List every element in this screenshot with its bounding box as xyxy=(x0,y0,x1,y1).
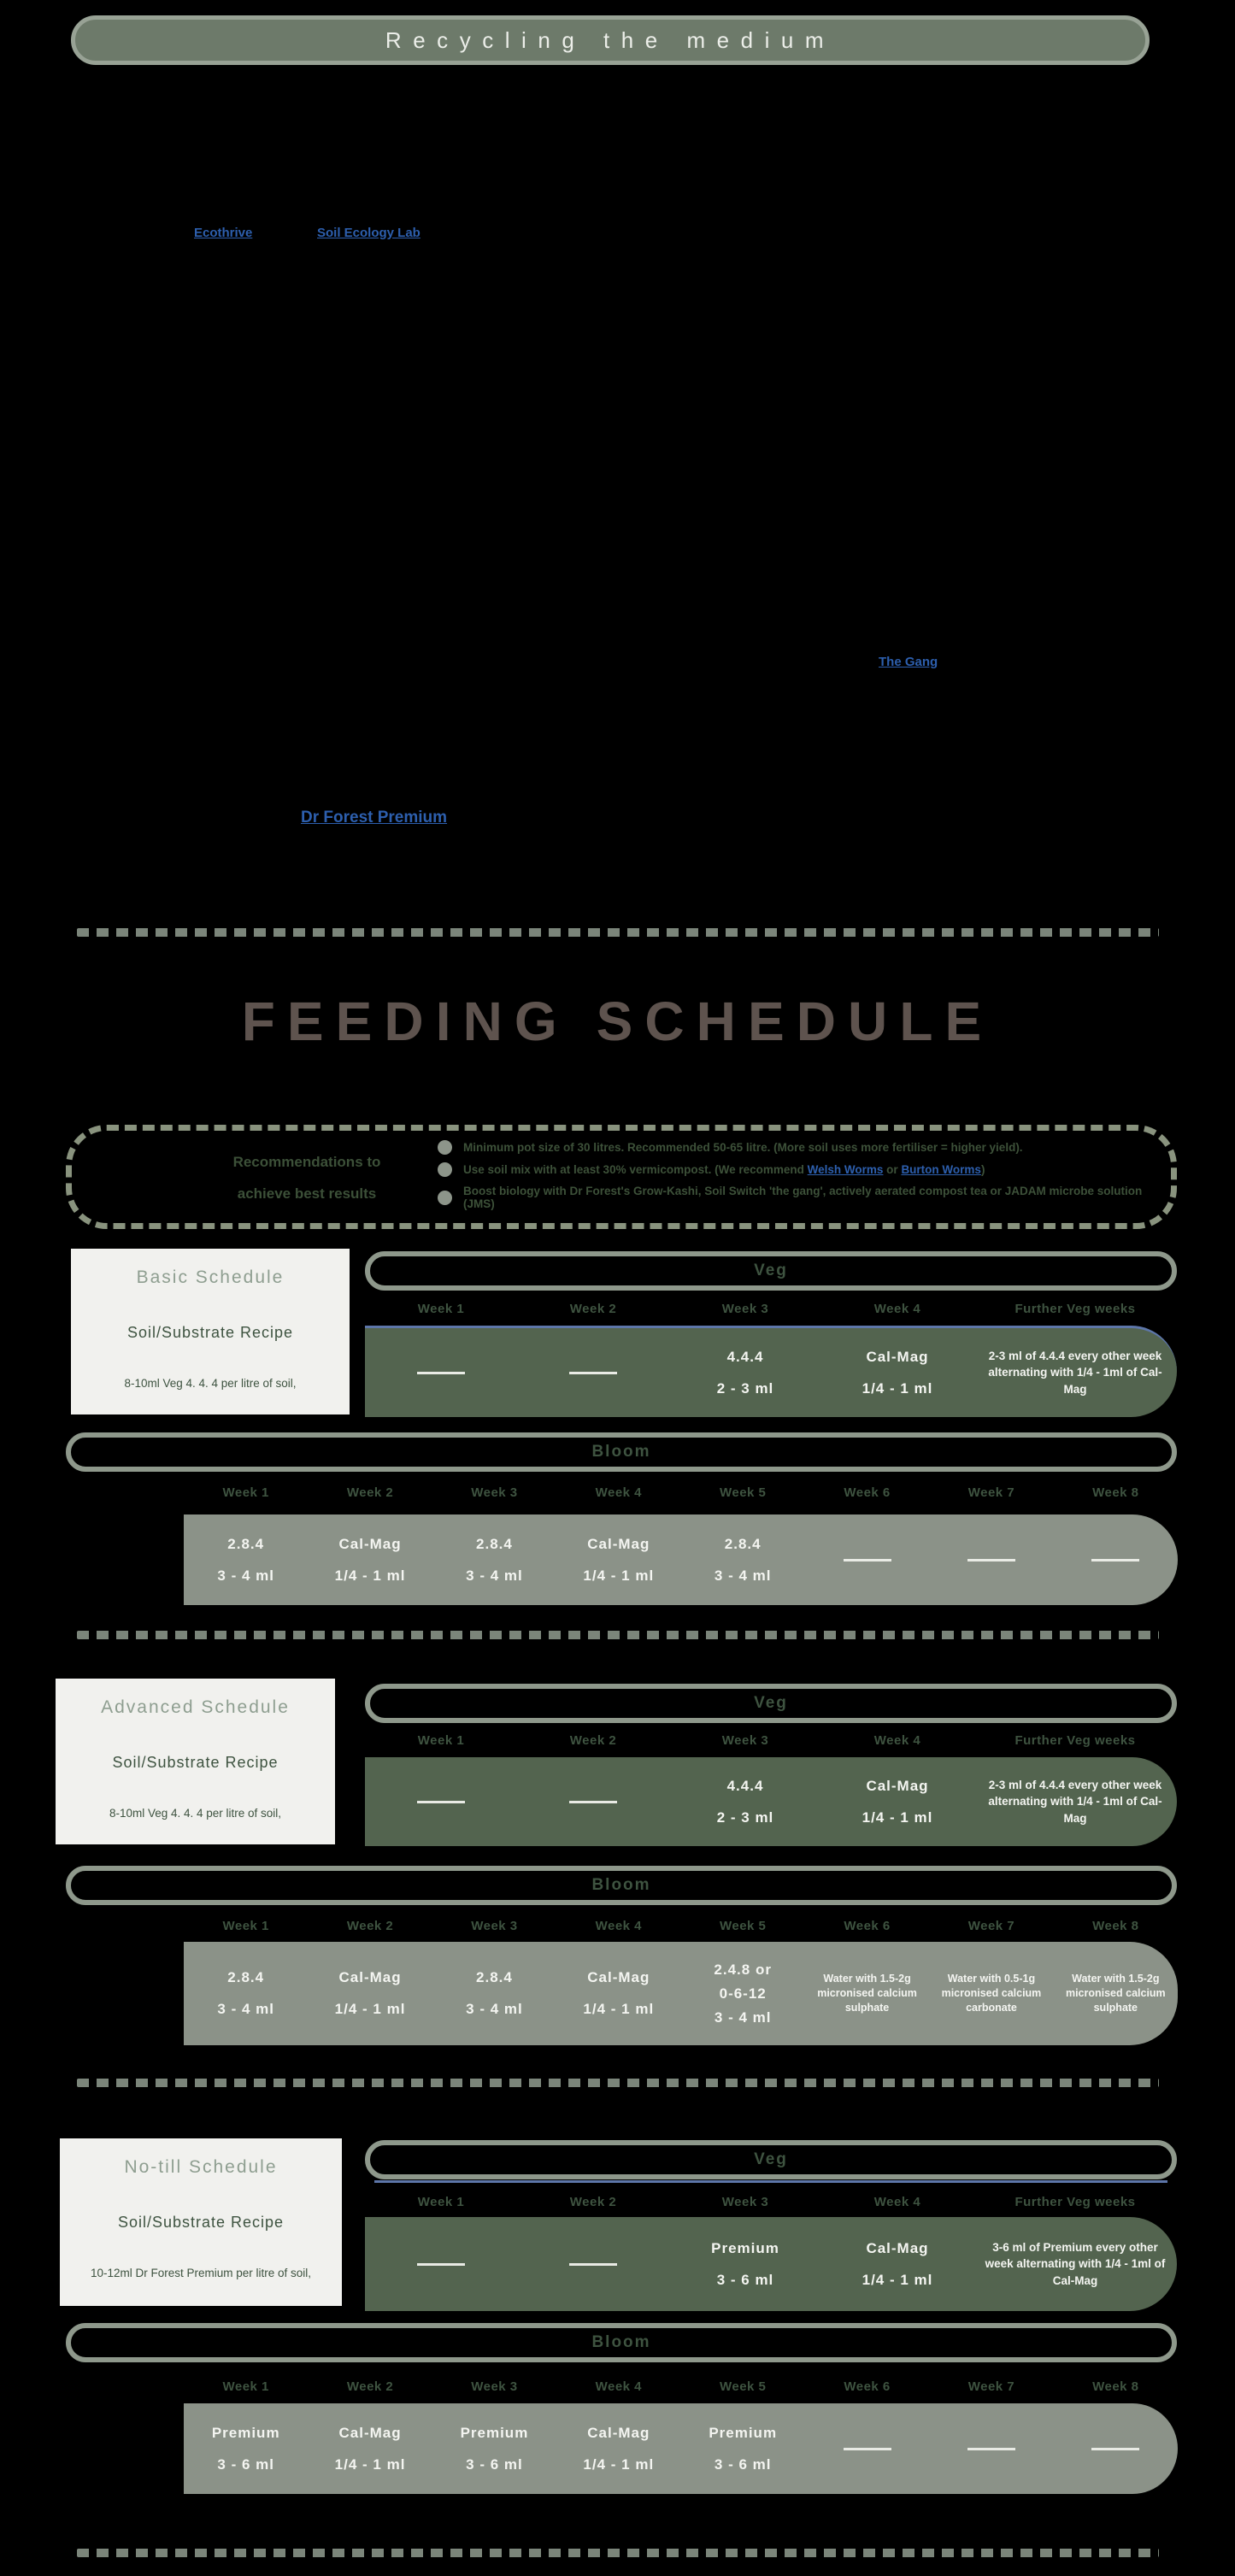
feed-product: Cal-Mag xyxy=(587,1535,650,1552)
no-till-veg-header-pill xyxy=(365,2140,1177,2179)
bullet-icon xyxy=(438,1140,452,1155)
column-header: Week 4 xyxy=(595,2379,643,2394)
no-feed-dash xyxy=(1091,1559,1139,1561)
link-burton-worms[interactable]: Burton Worms xyxy=(901,1163,981,1176)
table-cell xyxy=(432,1536,556,1585)
feed-product: Cal-Mag xyxy=(338,1969,402,1985)
no-feed-dash xyxy=(1091,2448,1139,2450)
column-header: Week 4 xyxy=(595,1919,643,1933)
column-header: Week 4 xyxy=(873,2195,921,2209)
column-header: Week 8 xyxy=(1092,1485,1139,1500)
column-header: Further Veg weeks xyxy=(1014,1302,1136,1316)
no-feed-dash xyxy=(967,2448,1015,2450)
table-cell xyxy=(556,1969,680,2018)
feed-dose: 1/4 - 1 ml xyxy=(583,2001,655,2017)
table-title: Bloom xyxy=(591,1876,651,1894)
no-till-veg-week-headers xyxy=(365,2195,1177,2209)
table-cell xyxy=(681,2425,805,2473)
feed-note: Water with 1.5-2g micronised calcium sulphate xyxy=(817,1973,917,2014)
advanced-bloom-row xyxy=(184,1942,1178,2045)
feed-dose: 3 - 6 ml xyxy=(716,2271,774,2288)
feed-note: 2-3 ml of 4.4.4 every other week alternating with 1/4 - 1ml of Cal-Mag xyxy=(988,1349,1162,1396)
column-header: Week 5 xyxy=(719,2379,767,2394)
feed-product: 2.8.4 xyxy=(227,1535,265,1552)
basic-veg-week-headers xyxy=(365,1302,1177,1316)
advanced-bloom-week-headers xyxy=(184,1919,1178,1933)
column-header: Week 1 xyxy=(417,2195,465,2209)
column-header: Further Veg weeks xyxy=(1014,2195,1136,2209)
feed-product: 2.8.4 xyxy=(476,1969,513,1985)
feed-product: Cal-Mag xyxy=(338,1535,402,1552)
table-cell xyxy=(184,1536,308,1585)
column-header: Week 3 xyxy=(721,2195,769,2209)
feed-note: Water with 0.5-1g micronised calcium carbonate xyxy=(941,1973,1042,2014)
table-cell xyxy=(1054,1972,1178,2015)
table-cell xyxy=(432,2425,556,2473)
table-cell xyxy=(929,2448,1053,2450)
feed-dose: 3 - 4 ml xyxy=(217,1567,274,1584)
no-feed-dash xyxy=(569,1372,617,1374)
schedule-card-subtitle: Soil/Substrate Recipe xyxy=(126,1324,294,1341)
advanced-veg-week-headers xyxy=(365,1733,1177,1748)
feeding-schedule-heading: FEEDING SCHEDULE xyxy=(241,991,994,1052)
feed-product: 2.4.8 or xyxy=(714,1961,772,1978)
list-item xyxy=(438,1185,1171,1210)
link-dr-forest-premium[interactable]: Dr Forest Premium xyxy=(301,809,448,826)
schedule-card-title: No-till Schedule xyxy=(124,2157,278,2177)
table-cell xyxy=(821,1778,973,1826)
table-cell xyxy=(308,1536,432,1585)
column-header: Week 7 xyxy=(967,1485,1015,1500)
column-header: Week 3 xyxy=(721,1302,769,1316)
table-cell xyxy=(669,2240,821,2289)
column-header: Week 1 xyxy=(417,1733,465,1748)
no-till-bloom-row xyxy=(184,2403,1178,2494)
document-title: Recycling the medium xyxy=(385,26,836,53)
feed-product: Premium xyxy=(711,2239,779,2256)
feed-product: 4.4.4 xyxy=(726,1777,764,1794)
table-cell xyxy=(973,2239,1177,2290)
list-item xyxy=(438,1162,1171,1177)
section-divider xyxy=(77,1631,1159,1639)
table-cell xyxy=(681,1536,805,1585)
feed-dose: 1/4 - 1 ml xyxy=(334,2001,406,2017)
column-header: Week 3 xyxy=(721,1733,769,1748)
table-cell xyxy=(821,2240,973,2289)
recommendation-text: Boost biology with Dr Forest's Grow-Kashi, Soil Switch 'the gang', actively aerated compost tea or JADAM microbe solution (JMS) xyxy=(463,1185,1143,1210)
table-cell xyxy=(973,1348,1177,1398)
column-header: Week 1 xyxy=(222,2379,269,2394)
table-cell xyxy=(184,1969,308,2018)
feed-product: Premium xyxy=(709,2424,778,2441)
table-cell xyxy=(308,1969,432,2018)
advanced-bloom-header-pill xyxy=(66,1866,1177,1905)
table-cell xyxy=(669,1778,821,1826)
no-feed-dash xyxy=(417,2263,465,2266)
recommendations-box xyxy=(66,1125,1177,1229)
recommendation-text-post: ) xyxy=(980,1163,985,1176)
table-cell xyxy=(517,1372,669,1374)
feed-dose: 3 - 6 ml xyxy=(714,2455,772,2473)
feed-product: Cal-Mag xyxy=(587,1969,650,1985)
document-title-banner xyxy=(71,15,1150,65)
table-cell xyxy=(929,1972,1053,2015)
column-header: Week 8 xyxy=(1092,1919,1139,1933)
feed-product: Cal-Mag xyxy=(338,2424,402,2441)
recommendation-text: Minimum pot size of 30 litres. Recommended 50-65 litre. (More soil uses more fertiliser = higher yield). xyxy=(463,1141,1023,1154)
feed-product: Premium xyxy=(460,2424,529,2441)
recommendation-text xyxy=(463,1163,985,1176)
bullet-icon xyxy=(438,1191,452,1205)
column-header: Week 7 xyxy=(967,1919,1015,1933)
column-header: Week 7 xyxy=(967,2379,1015,2394)
feed-note: 3-6 ml of Premium every other week alternating with 1/4 - 1ml of Cal-Mag xyxy=(985,2240,1166,2287)
feed-dose: 3 - 4 ml xyxy=(466,2001,523,2017)
schedule-card-subtitle: Soil/Substrate Recipe xyxy=(117,2214,285,2231)
feed-product: 2.8.4 xyxy=(227,1969,265,1985)
table-cell xyxy=(805,1559,929,1561)
column-header: Week 2 xyxy=(569,2195,617,2209)
feed-dose: 3 - 6 ml xyxy=(466,2455,523,2473)
feed-product: 2.8.4 xyxy=(724,1535,762,1552)
column-header: Week 6 xyxy=(844,1919,891,1933)
column-header: Week 5 xyxy=(719,1485,767,1500)
table-title: Bloom xyxy=(591,2333,651,2351)
link-soil-ecology-lab[interactable]: Soil Ecology Lab xyxy=(317,226,420,240)
basic-bloom-row xyxy=(184,1514,1178,1605)
link-welsh-worms[interactable]: Welsh Worms xyxy=(807,1163,884,1176)
section-divider xyxy=(77,928,1159,937)
no-till-bloom-header-pill xyxy=(66,2323,1177,2362)
column-header: Week 2 xyxy=(569,1302,617,1316)
link-ecothrive[interactable]: Ecothrive xyxy=(194,226,253,240)
column-header: Further Veg weeks xyxy=(1014,1733,1136,1748)
basic-bloom-week-headers xyxy=(184,1485,1178,1500)
feed-dose: 1/4 - 1 ml xyxy=(862,2271,933,2288)
column-header: Week 2 xyxy=(346,1485,394,1500)
column-header: Week 2 xyxy=(346,1919,394,1933)
recommendations-label-line2: achieve best results xyxy=(237,1185,377,1203)
feed-dose: 1/4 - 1 ml xyxy=(862,1808,933,1826)
feed-dose: 1/4 - 1 ml xyxy=(334,1567,406,1584)
section-divider xyxy=(77,2079,1159,2087)
table-cell xyxy=(184,2425,308,2473)
table-cell xyxy=(805,2448,929,2450)
no-feed-dash xyxy=(417,1801,465,1803)
feed-product-alt: 0-6-12 xyxy=(719,1985,767,2002)
no-feed-dash xyxy=(844,2448,891,2450)
column-header: Week 5 xyxy=(719,1919,767,1933)
column-header: Week 3 xyxy=(471,1919,518,1933)
feed-product: Cal-Mag xyxy=(866,2239,929,2256)
recommendation-text-pre: Use soil mix with at least 30% vermicompost. (We recommend xyxy=(463,1163,808,1176)
no-feed-dash xyxy=(569,1801,617,1803)
column-header: Week 6 xyxy=(844,1485,891,1500)
no-feed-dash xyxy=(417,1372,465,1374)
advanced-veg-row xyxy=(365,1757,1177,1846)
table-cell xyxy=(669,1349,821,1397)
table-cell xyxy=(517,1801,669,1803)
feed-dose: 3 - 6 ml xyxy=(217,2455,274,2473)
basic-veg-row xyxy=(365,1326,1177,1417)
feed-dose: 3 - 4 ml xyxy=(466,1567,523,1584)
feed-product: 4.4.4 xyxy=(726,1348,764,1365)
table-cell xyxy=(821,1349,973,1397)
schedule-card-recipe: 8-10ml Veg 4. 4. 4 per litre of soil, xyxy=(109,1807,282,1820)
no-feed-dash xyxy=(569,2263,617,2266)
feed-dose: 1/4 - 1 ml xyxy=(583,1567,655,1584)
feed-dose: 3 - 4 ml xyxy=(217,2001,274,2017)
recommendation-text-mid: or xyxy=(883,1163,902,1176)
table-cell xyxy=(365,1372,517,1374)
table-cell xyxy=(365,1801,517,1803)
column-header: Week 4 xyxy=(595,1485,643,1500)
schedule-card-subtitle: Soil/Substrate Recipe xyxy=(112,1754,279,1771)
feed-product: Cal-Mag xyxy=(866,1348,929,1365)
no-till-veg-row xyxy=(365,2217,1177,2311)
feed-note: Water with 1.5-2g micronised calcium sulphate xyxy=(1065,1973,1166,2014)
accent-line xyxy=(374,2180,1167,2183)
schedule-card-title: Basic Schedule xyxy=(136,1267,285,1287)
advanced-veg-header-pill xyxy=(365,1684,1177,1723)
column-header: Week 3 xyxy=(471,1485,518,1500)
column-header: Week 3 xyxy=(471,2379,518,2394)
column-header: Week 4 xyxy=(873,1302,921,1316)
section-divider xyxy=(77,2549,1159,2557)
recommendations-list xyxy=(438,1140,1171,1210)
schedule-card-recipe: 10-12ml Dr Forest Premium per litre of soil, xyxy=(90,2267,312,2279)
feed-dose: 2 - 3 ml xyxy=(716,1379,774,1397)
link-the-gang[interactable]: The Gang xyxy=(879,655,938,669)
feed-dose: 3 - 4 ml xyxy=(714,1567,772,1584)
table-cell xyxy=(365,2263,517,2266)
feed-dose: 2 - 3 ml xyxy=(716,1808,774,1826)
column-header: Week 2 xyxy=(569,1733,617,1748)
feed-dose: 1/4 - 1 ml xyxy=(334,2455,406,2473)
column-header: Week 6 xyxy=(844,2379,891,2394)
feed-product: Cal-Mag xyxy=(866,1777,929,1794)
basic-veg-header-pill xyxy=(365,1251,1177,1291)
feed-dose: 1/4 - 1 ml xyxy=(583,2455,655,2473)
recommendations-label xyxy=(166,1146,448,1210)
feed-dose: 3 - 4 ml xyxy=(714,2008,772,2026)
schedule-card-title: Advanced Schedule xyxy=(101,1697,290,1717)
column-header: Week 1 xyxy=(222,1919,269,1933)
basic-schedule-card xyxy=(71,1249,350,1414)
feed-product: 2.8.4 xyxy=(476,1535,513,1552)
feed-note: 2-3 ml of 4.4.4 every other week alternating with 1/4 - 1ml of Cal-Mag xyxy=(988,1778,1162,1825)
column-header: Week 8 xyxy=(1092,2379,1139,2394)
table-cell xyxy=(929,1559,1053,1561)
column-header: Week 1 xyxy=(417,1302,465,1316)
no-feed-dash xyxy=(967,1559,1015,1561)
table-title: Bloom xyxy=(591,1443,651,1461)
table-cell xyxy=(308,2425,432,2473)
schedule-card-recipe: 8-10ml Veg 4. 4. 4 per litre of soil, xyxy=(124,1377,297,1390)
table-cell xyxy=(517,2263,669,2266)
no-feed-dash xyxy=(844,1559,891,1561)
basic-bloom-header-pill xyxy=(66,1432,1177,1472)
table-cell xyxy=(556,2425,680,2473)
advanced-schedule-card xyxy=(56,1679,335,1844)
bullet-icon xyxy=(438,1162,452,1177)
table-cell xyxy=(973,1777,1177,1827)
feed-dose: 1/4 - 1 ml xyxy=(862,1379,933,1397)
table-cell xyxy=(681,1961,805,2026)
no-till-schedule-card xyxy=(60,2138,342,2306)
table-cell xyxy=(1054,2448,1178,2450)
column-header: Week 4 xyxy=(873,1733,921,1748)
column-header: Week 2 xyxy=(346,2379,394,2394)
table-title: Veg xyxy=(754,1694,788,1712)
table-cell xyxy=(805,1972,929,2015)
table-cell xyxy=(556,1536,680,1585)
recommendations-label-line1: Recommendations to xyxy=(232,1154,381,1170)
table-title: Veg xyxy=(754,1262,788,1279)
table-cell xyxy=(1054,1559,1178,1561)
feed-product: Premium xyxy=(211,2424,280,2441)
feed-product: Cal-Mag xyxy=(587,2424,650,2441)
list-item xyxy=(438,1140,1171,1155)
no-till-bloom-week-headers xyxy=(184,2379,1178,2394)
column-header: Week 1 xyxy=(222,1485,269,1500)
table-cell xyxy=(432,1969,556,2018)
table-title: Veg xyxy=(754,2150,788,2168)
